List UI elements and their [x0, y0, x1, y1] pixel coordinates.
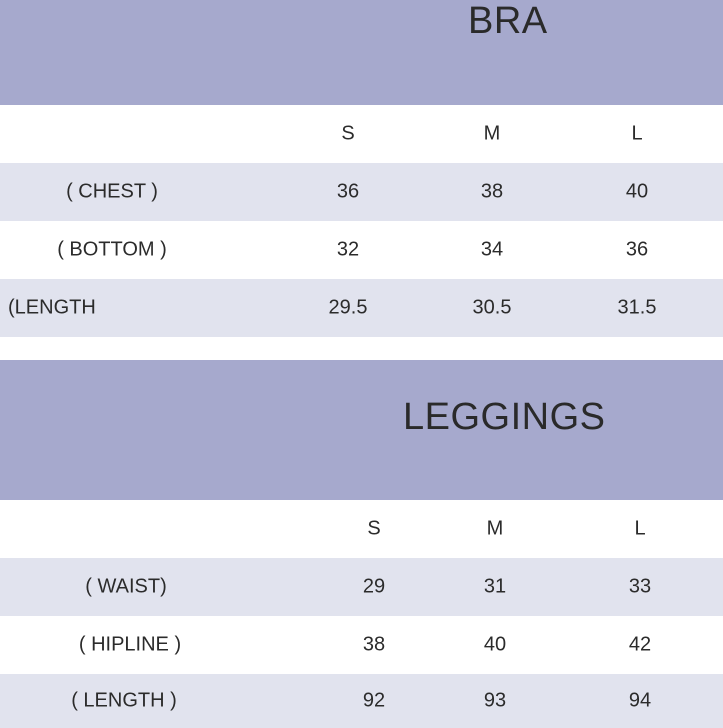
- bra-size-m: M: [483, 122, 501, 145]
- leggings-cell: 93: [483, 689, 507, 712]
- bra-size-s: S: [341, 122, 355, 145]
- leggings-size-s: S: [367, 517, 381, 540]
- bra-header-band: [0, 0, 723, 105]
- leggings-row-hipline: [0, 616, 723, 674]
- leggings-header-band: [0, 360, 723, 500]
- leggings-size-m: M: [486, 517, 504, 540]
- bra-size-header-row: [0, 105, 723, 163]
- leggings-cell: 33: [628, 575, 652, 598]
- bra-size-l: L: [631, 122, 643, 145]
- bra-cell: 36: [336, 180, 360, 203]
- bra-cell: 31.5: [617, 296, 657, 319]
- bra-row-label: (LENGTH: [8, 296, 96, 319]
- bra-cell: 34: [480, 238, 504, 261]
- bra-row-label: ( BOTTOM ): [57, 238, 167, 261]
- leggings-cell: 29: [362, 575, 386, 598]
- bra-row-chest: [0, 163, 723, 221]
- leggings-title: LEGGINGS: [403, 396, 606, 438]
- leggings-cell: 38: [362, 633, 386, 656]
- bra-cell: 32: [336, 238, 360, 261]
- leggings-cell: 42: [628, 633, 652, 656]
- leggings-cell: 31: [483, 575, 507, 598]
- bra-cell: 38: [480, 180, 504, 203]
- bra-cell: 40: [625, 180, 649, 203]
- leggings-row-label: ( HIPLINE ): [78, 633, 182, 656]
- leggings-row-waist: [0, 558, 723, 616]
- bra-row-label: ( CHEST ): [66, 180, 158, 203]
- leggings-row-label: ( LENGTH ): [71, 689, 177, 712]
- leggings-size-header-row: [0, 500, 723, 558]
- bra-cell: 29.5: [328, 296, 368, 319]
- leggings-row-length: [0, 674, 723, 728]
- bra-row-length: [0, 279, 723, 337]
- leggings-cell: 92: [362, 689, 386, 712]
- bra-title: BRA: [468, 0, 548, 42]
- leggings-row-label: ( WAIST): [85, 575, 167, 598]
- bra-cell: 30.5: [472, 296, 512, 319]
- bra-row-bottom: [0, 221, 723, 279]
- bra-cell: 36: [625, 238, 649, 261]
- leggings-cell: 40: [483, 633, 507, 656]
- leggings-cell: 94: [628, 689, 652, 712]
- leggings-size-l: L: [634, 517, 646, 540]
